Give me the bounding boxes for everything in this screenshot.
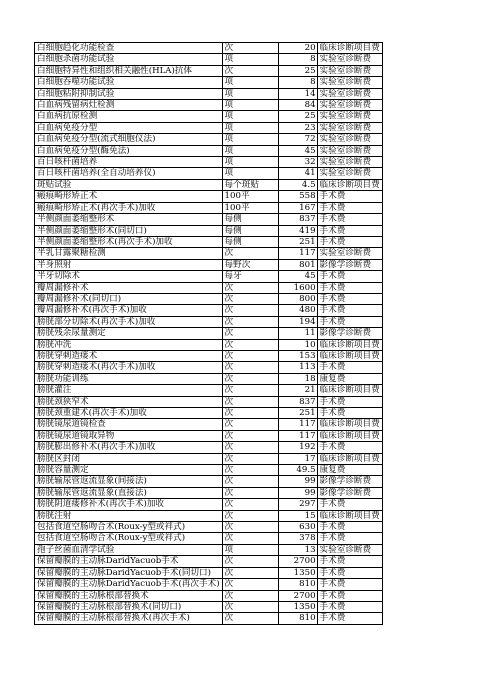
category-cell: 影像学诊断费 [317, 487, 382, 498]
unit-cell: 次 [222, 328, 278, 339]
table-row [35, 328, 383, 339]
category-cell: 手术费 [317, 271, 382, 282]
table-row [35, 191, 383, 202]
item-name-cell: 半侧颜面萎缩整形术(再次手术)加收 [35, 236, 223, 247]
price-cell: 99 [278, 476, 317, 487]
price-cell: 2700 [278, 590, 317, 601]
item-name-cell: 白血病残留病灶检测 [35, 100, 223, 111]
table-row [35, 510, 383, 521]
table-row [35, 88, 383, 99]
table-row [35, 316, 383, 327]
price-table-body [35, 43, 383, 625]
table-row [35, 282, 383, 293]
price-cell: 167 [278, 202, 317, 213]
item-name-cell: 白血病免疫分型 [35, 122, 223, 133]
unit-cell: 100平 [222, 191, 278, 202]
table-row [35, 442, 383, 453]
table-row [35, 453, 383, 464]
category-cell: 实验室诊断费 [317, 65, 382, 76]
table-row [35, 487, 383, 498]
price-cell: 10 [278, 339, 317, 350]
category-cell: 临床诊断项目费 [317, 339, 382, 350]
unit-cell: 次 [222, 601, 278, 612]
item-name-cell: 白细胞特异性和组织相关融性(HLA)抗体 [35, 65, 223, 76]
item-name-cell: 包括食道空肠吻合术(Roux-y型或袢式) [35, 533, 223, 544]
table-row [35, 465, 383, 476]
table-row [35, 202, 383, 213]
item-name-cell: 孢子丝菌血清学试验 [35, 544, 223, 555]
table-row [35, 157, 383, 168]
table-row [35, 601, 383, 612]
item-name-cell: 保留瓣膜的主动脉根部替换术(同切口) [35, 601, 223, 612]
unit-cell: 项 [222, 100, 278, 111]
price-cell: 117 [278, 419, 317, 430]
item-name-cell: 膀胱阴道瘘修补术(再次手术)加收 [35, 499, 223, 510]
price-cell: 297 [278, 499, 317, 510]
unit-cell: 项 [222, 88, 278, 99]
table-row [35, 43, 383, 54]
price-cell: 13 [278, 544, 317, 555]
unit-cell: 次 [222, 248, 278, 259]
category-cell: 康复费 [317, 373, 382, 384]
unit-cell: 次 [222, 533, 278, 544]
item-name-cell: 保留瓣膜的主动脉DaridYacuob手术 [35, 556, 223, 567]
item-name-cell: 膀胱穿刺造瘘术(再次手术)加收 [35, 362, 223, 373]
unit-cell: 次 [222, 282, 278, 293]
table-row [35, 100, 383, 111]
price-cell: 72 [278, 134, 317, 145]
category-cell: 实验室诊断费 [317, 122, 382, 133]
table-row [35, 362, 383, 373]
unit-cell: 项 [222, 77, 278, 88]
table-row [35, 350, 383, 361]
price-cell: 2700 [278, 556, 317, 567]
price-cell: 117 [278, 430, 317, 441]
unit-cell: 次 [222, 350, 278, 361]
category-cell: 实验室诊断费 [317, 88, 382, 99]
category-cell: 实验室诊断费 [317, 544, 382, 555]
table-row [35, 544, 383, 555]
table-row [35, 579, 383, 590]
price-cell: 11 [278, 328, 317, 339]
unit-cell: 次 [222, 316, 278, 327]
price-cell: 419 [278, 225, 317, 236]
unit-cell: 次 [222, 339, 278, 350]
table-row [35, 271, 383, 282]
table-row [35, 419, 383, 430]
unit-cell: 项 [222, 145, 278, 156]
category-cell: 临床诊断项目费 [317, 419, 382, 430]
category-cell: 康复费 [317, 465, 382, 476]
price-cell: 630 [278, 522, 317, 533]
table-row [35, 214, 383, 225]
price-cell: 45 [278, 145, 317, 156]
item-name-cell: 保留瓣膜的主动脉根部替换术(再次手术) [35, 613, 223, 624]
price-cell: 8 [278, 54, 317, 65]
table-row [35, 476, 383, 487]
item-name-cell: 膀胱颈重建术(再次手术)加收 [35, 408, 223, 419]
table-row [35, 54, 383, 65]
item-name-cell: 白细胞杀菌功能试验 [35, 54, 223, 65]
price-cell: 153 [278, 350, 317, 361]
item-name-cell: 白血病免疫分型(流式细胞仪法) [35, 134, 223, 145]
price-cell: 1350 [278, 601, 317, 612]
price-cell: 810 [278, 613, 317, 624]
unit-cell: 次 [222, 499, 278, 510]
category-cell: 实验室诊断费 [317, 248, 382, 259]
unit-cell: 项 [222, 54, 278, 65]
item-name-cell: 膀胱输尿管返流显象(直接法) [35, 487, 223, 498]
item-name-cell: 膀胱功能训练 [35, 373, 223, 384]
table-row [35, 533, 383, 544]
category-cell: 手术费 [317, 613, 382, 624]
unit-cell: 次 [222, 385, 278, 396]
price-cell: 113 [278, 362, 317, 373]
unit-cell: 次 [222, 465, 278, 476]
unit-cell: 每侧 [222, 214, 278, 225]
item-name-cell: 瓣周漏修补术(同切口) [35, 293, 223, 304]
item-name-cell: 瘢痕畸形矫正术 [35, 191, 223, 202]
item-name-cell: 膀胱部分切除术(再次手术)加收 [35, 316, 223, 327]
category-cell: 手术费 [317, 214, 382, 225]
category-cell: 临床诊断项目费 [317, 510, 382, 521]
item-name-cell: 膀胱颈狭窄术 [35, 396, 223, 407]
item-name-cell: 斑贴试验 [35, 179, 223, 190]
item-name-cell: 瓣周漏修补术(再次手术)加收 [35, 305, 223, 316]
unit-cell: 次 [222, 408, 278, 419]
item-name-cell: 膀胱穿刺造瘘术 [35, 350, 223, 361]
price-cell: 14 [278, 88, 317, 99]
category-cell: 实验室诊断费 [317, 145, 382, 156]
table-row [35, 145, 383, 156]
category-cell: 手术费 [317, 522, 382, 533]
item-name-cell: 膀胱输尿管返流显象(间接法) [35, 476, 223, 487]
category-cell: 手术费 [317, 191, 382, 202]
unit-cell: 项 [222, 111, 278, 122]
item-name-cell: 膀胱残余尿量测定 [35, 328, 223, 339]
unit-cell: 次 [222, 442, 278, 453]
category-cell: 临床诊断项目费 [317, 385, 382, 396]
item-name-cell: 百日咳杆菌培养(全自动培养仪) [35, 168, 223, 179]
table-row [35, 499, 383, 510]
price-cell: 251 [278, 408, 317, 419]
table-row [35, 305, 383, 316]
category-cell: 影像学诊断费 [317, 259, 382, 270]
unit-cell: 次 [222, 65, 278, 76]
category-cell: 手术费 [317, 590, 382, 601]
category-cell: 临床诊断项目费 [317, 453, 382, 464]
item-name-cell: 瘢痕畸形矫正术(再次手术)加收 [35, 202, 223, 213]
item-name-cell: 膀胱容量测定 [35, 465, 223, 476]
table-row [35, 77, 383, 88]
unit-cell: 项 [222, 134, 278, 145]
price-cell: 810 [278, 579, 317, 590]
category-cell: 手术费 [317, 362, 382, 373]
item-name-cell: 包括食道空肠吻合术(Roux-y型或袢式) [35, 522, 223, 533]
unit-cell: 次 [222, 305, 278, 316]
category-cell: 实验室诊断费 [317, 168, 382, 179]
table-row [35, 373, 383, 384]
unit-cell: 次 [222, 430, 278, 441]
table-row [35, 556, 383, 567]
price-cell: 49.5 [278, 465, 317, 476]
category-cell: 实验室诊断费 [317, 77, 382, 88]
table-row [35, 134, 383, 145]
item-name-cell: 半侧颜面萎缩整形术(同切口) [35, 225, 223, 236]
price-cell: 99 [278, 487, 317, 498]
category-cell: 实验室诊断费 [317, 100, 382, 111]
unit-cell: 次 [222, 396, 278, 407]
price-cell: 192 [278, 442, 317, 453]
category-cell: 影像学诊断费 [317, 476, 382, 487]
item-name-cell: 半身照射 [35, 259, 223, 270]
price-cell: 1600 [278, 282, 317, 293]
unit-cell: 每侧 [222, 236, 278, 247]
table-row [35, 385, 383, 396]
item-name-cell: 白血病抗原检测 [35, 111, 223, 122]
table-row [35, 293, 383, 304]
item-name-cell: 保留瓣膜的主动脉DaridYacuob手术(再次手术) [35, 579, 223, 590]
category-cell: 临床诊断项目费 [317, 350, 382, 361]
unit-cell: 次 [222, 510, 278, 521]
unit-cell: 次 [222, 556, 278, 567]
item-name-cell: 保留瓣膜的主动脉DaridYacuob手术(同切口) [35, 567, 223, 578]
category-cell: 影像学诊断费 [317, 328, 382, 339]
price-cell: 23 [278, 122, 317, 133]
category-cell: 临床诊断项目费 [317, 43, 382, 54]
unit-cell: 每野次 [222, 259, 278, 270]
item-name-cell: 百日咳杆菌培养 [35, 157, 223, 168]
category-cell: 手术费 [317, 396, 382, 407]
unit-cell: 项 [222, 168, 278, 179]
price-cell: 18 [278, 373, 317, 384]
category-cell: 手术费 [317, 442, 382, 453]
table-row [35, 408, 383, 419]
unit-cell: 100平 [222, 202, 278, 213]
price-cell: 8 [278, 77, 317, 88]
unit-cell: 次 [222, 293, 278, 304]
table-row [35, 111, 383, 122]
unit-cell: 次 [222, 43, 278, 54]
unit-cell: 次 [222, 567, 278, 578]
table-row [35, 122, 383, 133]
item-name-cell: 膀胱镜尿道镜取异物 [35, 430, 223, 441]
category-cell: 手术费 [317, 579, 382, 590]
table-row [35, 613, 383, 624]
unit-cell: 项 [222, 122, 278, 133]
category-cell: 实验室诊断费 [317, 111, 382, 122]
category-cell: 手术费 [317, 556, 382, 567]
category-cell: 手术费 [317, 305, 382, 316]
price-cell: 801 [278, 259, 317, 270]
price-cell: 84 [278, 100, 317, 111]
category-cell: 临床诊断项目费 [317, 430, 382, 441]
price-cell: 480 [278, 305, 317, 316]
price-table [34, 42, 383, 625]
table-row [35, 396, 383, 407]
item-name-cell: 半乳甘露聚糖检测 [35, 248, 223, 259]
unit-cell: 次 [222, 590, 278, 601]
table-row [35, 179, 383, 190]
unit-cell: 次 [222, 487, 278, 498]
table-row [35, 590, 383, 601]
item-name-cell: 膀胱冲洗 [35, 339, 223, 350]
table-row [35, 236, 383, 247]
unit-cell: 项 [222, 544, 278, 555]
item-name-cell: 膀胱灌注 [35, 385, 223, 396]
price-cell: 194 [278, 316, 317, 327]
unit-cell: 次 [222, 373, 278, 384]
item-name-cell: 膀胱镜尿道镜检查 [35, 419, 223, 430]
item-name-cell: 白细胞吞噬功能试验 [35, 77, 223, 88]
item-name-cell: 白血病免疫分型(酶免法) [35, 145, 223, 156]
price-cell: 41 [278, 168, 317, 179]
item-name-cell: 膀胱区封闭 [35, 453, 223, 464]
price-cell: 17 [278, 453, 317, 464]
category-cell: 手术费 [317, 601, 382, 612]
table-row [35, 168, 383, 179]
category-cell: 实验室诊断费 [317, 134, 382, 145]
price-cell: 21 [278, 385, 317, 396]
item-name-cell: 半侧颜面萎缩整形术 [35, 214, 223, 225]
price-cell: 25 [278, 111, 317, 122]
unit-cell: 次 [222, 476, 278, 487]
category-cell: 手术费 [317, 282, 382, 293]
table-row [35, 259, 383, 270]
category-cell: 手术费 [317, 236, 382, 247]
category-cell: 临床诊断项目费 [317, 179, 382, 190]
price-cell: 1350 [278, 567, 317, 578]
table-row [35, 339, 383, 350]
item-name-cell: 膀胱注射 [35, 510, 223, 521]
category-cell: 手术费 [317, 316, 382, 327]
category-cell: 手术费 [317, 225, 382, 236]
price-cell: 117 [278, 248, 317, 259]
price-cell: 45 [278, 271, 317, 282]
unit-cell: 次 [222, 579, 278, 590]
unit-cell: 项 [222, 157, 278, 168]
category-cell: 手术费 [317, 499, 382, 510]
item-name-cell: 白细胞粘附抑制试验 [35, 88, 223, 99]
price-cell: 837 [278, 396, 317, 407]
price-cell: 837 [278, 214, 317, 225]
category-cell: 手术费 [317, 202, 382, 213]
unit-cell: 次 [222, 613, 278, 624]
price-cell: 20 [278, 43, 317, 54]
table-row [35, 430, 383, 441]
item-name-cell: 白细胞趋化功能检查 [35, 43, 223, 54]
item-name-cell: 半牙切除术 [35, 271, 223, 282]
table-row [35, 248, 383, 259]
category-cell: 手术费 [317, 533, 382, 544]
category-cell: 实验室诊断费 [317, 54, 382, 65]
item-name-cell: 保留瓣膜的主动脉根部替换术 [35, 590, 223, 601]
item-name-cell: 膀胱膨出修补术(再次手术)加收 [35, 442, 223, 453]
price-cell: 378 [278, 533, 317, 544]
unit-cell: 每牙 [222, 271, 278, 282]
unit-cell: 每个斑贴 [222, 179, 278, 190]
unit-cell: 每侧 [222, 225, 278, 236]
item-name-cell: 瓣周漏修补术 [35, 282, 223, 293]
price-cell: 4.5 [278, 179, 317, 190]
unit-cell: 次 [222, 522, 278, 533]
price-cell: 32 [278, 157, 317, 168]
category-cell: 实验室诊断费 [317, 157, 382, 168]
category-cell: 手术费 [317, 408, 382, 419]
price-cell: 15 [278, 510, 317, 521]
price-cell: 800 [278, 293, 317, 304]
table-row [35, 65, 383, 76]
price-cell: 25 [278, 65, 317, 76]
unit-cell: 次 [222, 453, 278, 464]
category-cell: 手术费 [317, 293, 382, 304]
table-row [35, 522, 383, 533]
unit-cell: 次 [222, 362, 278, 373]
table-row [35, 567, 383, 578]
unit-cell: 次 [222, 419, 278, 430]
price-cell: 251 [278, 236, 317, 247]
category-cell: 手术费 [317, 567, 382, 578]
price-cell: 558 [278, 191, 317, 202]
table-row [35, 225, 383, 236]
